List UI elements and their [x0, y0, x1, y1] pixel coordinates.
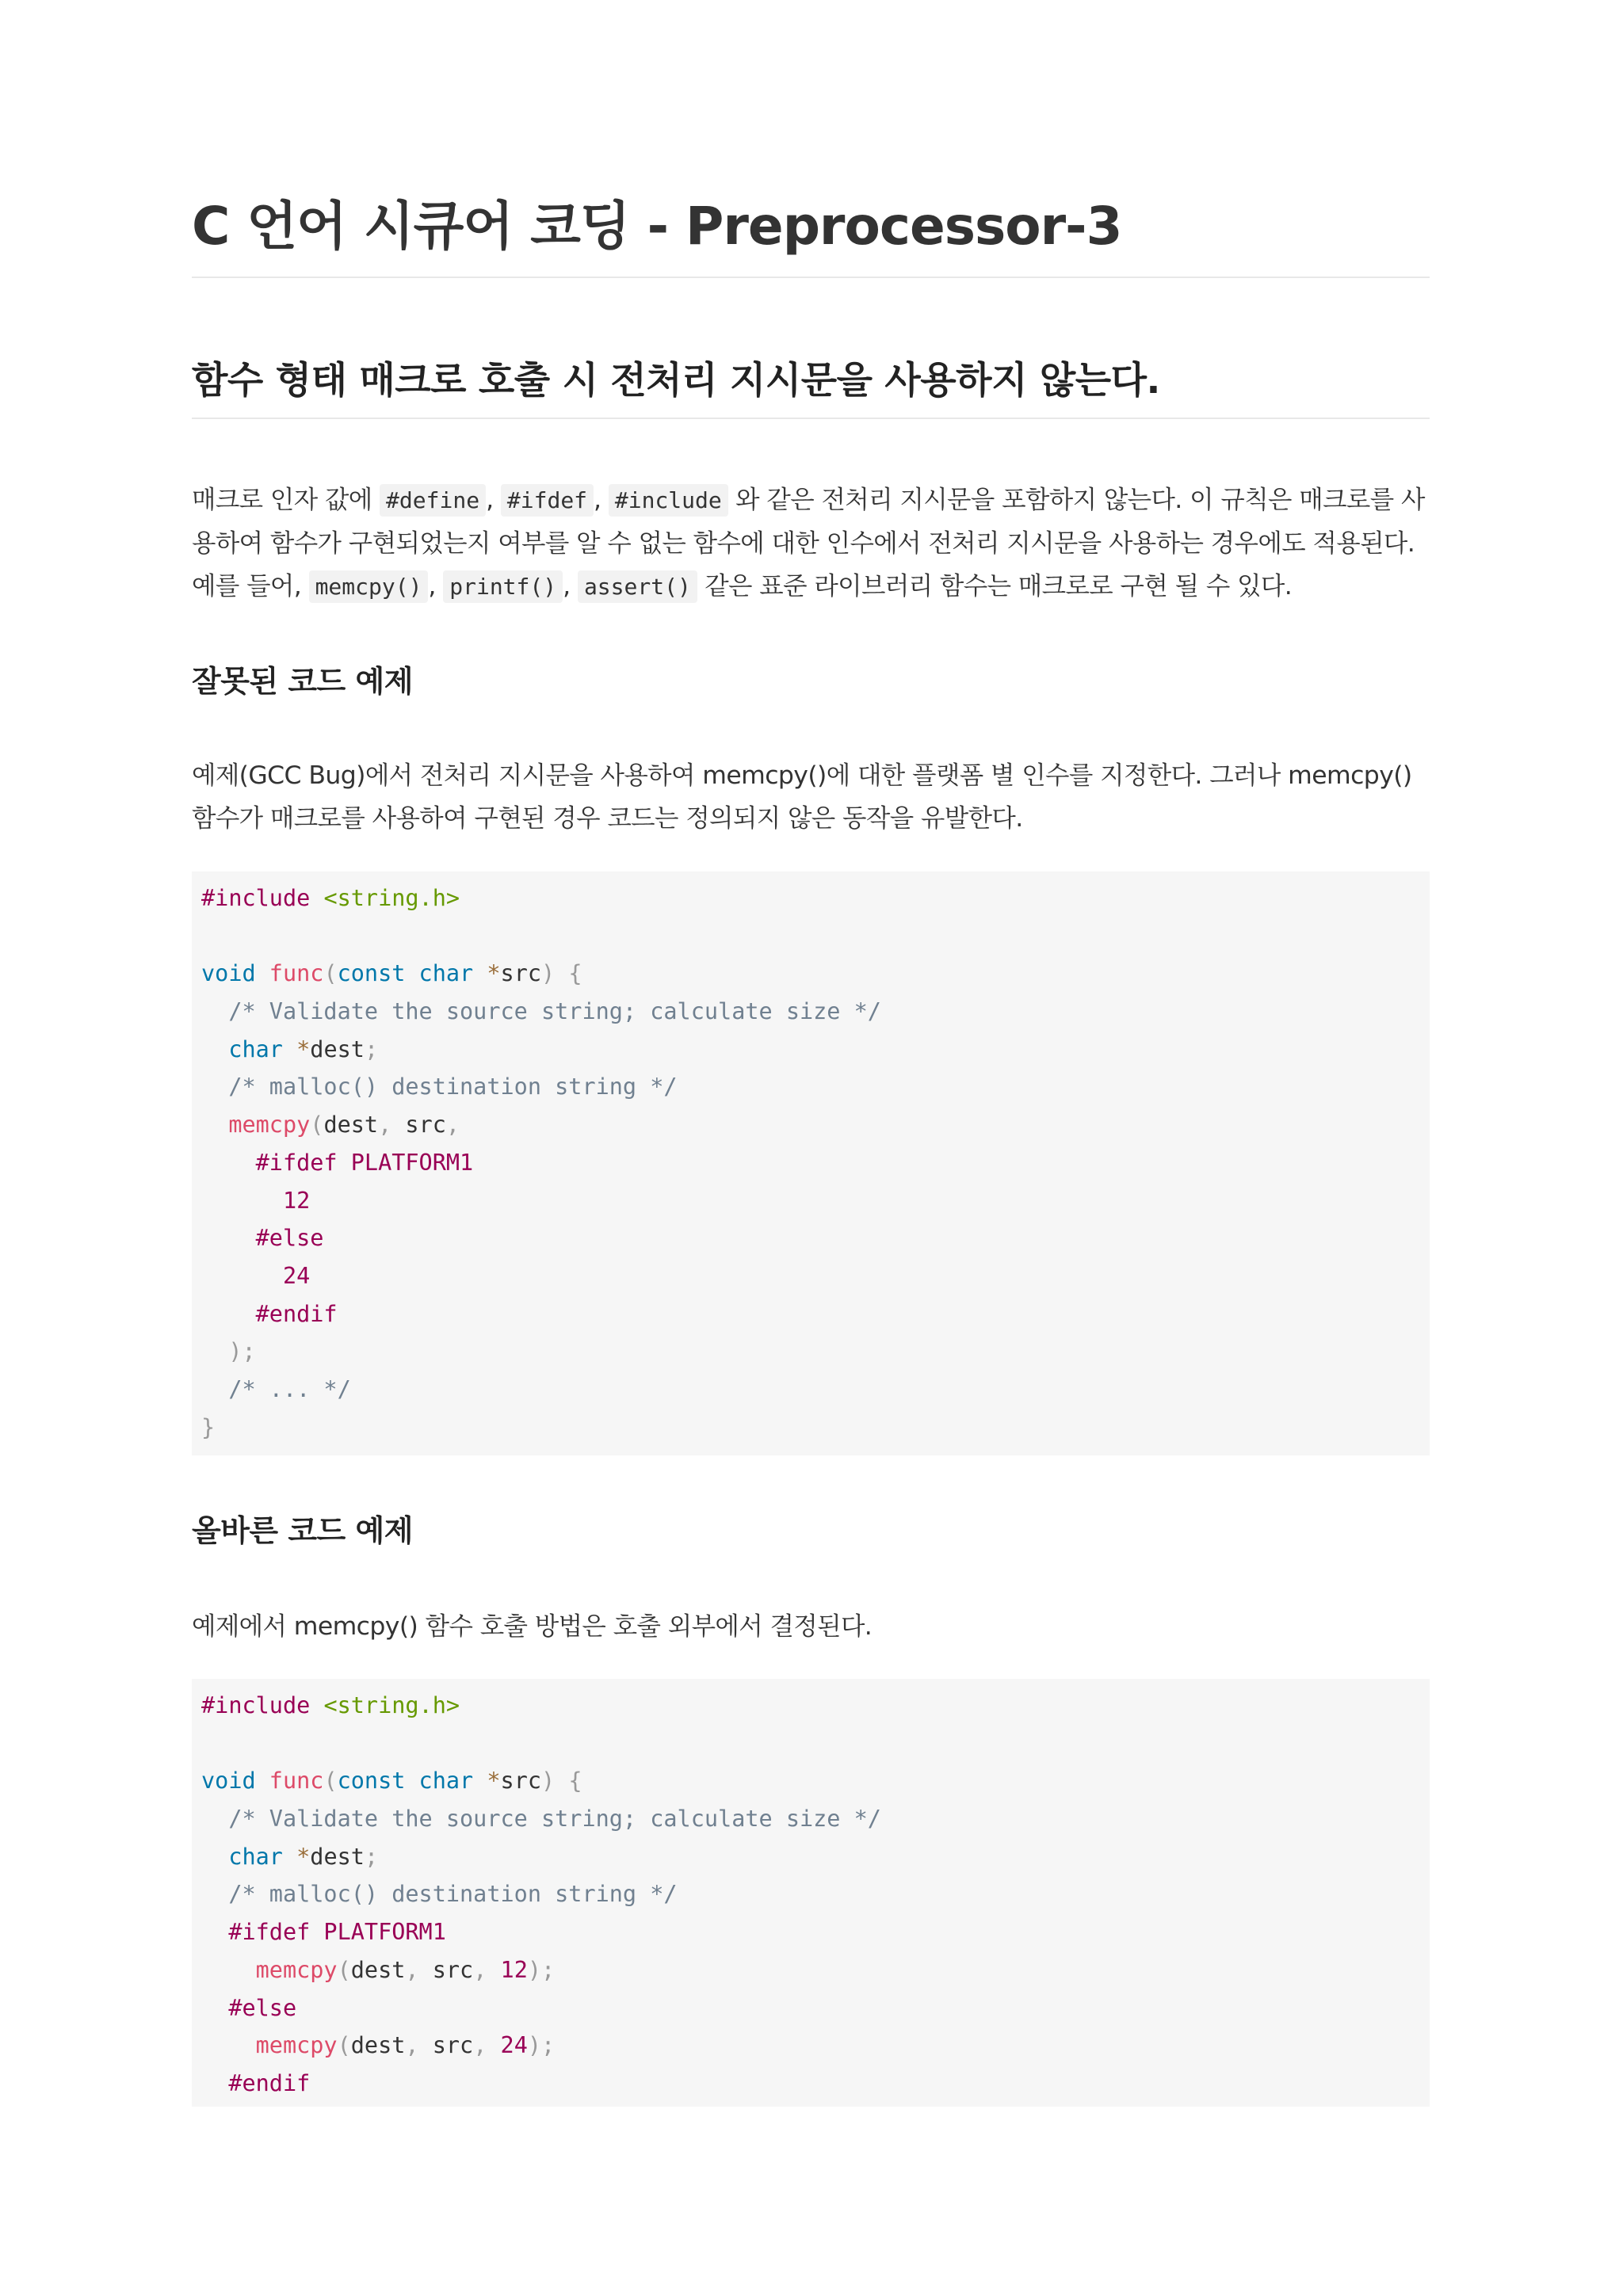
code-line: [201, 1031, 1430, 1069]
code-token: [201, 1995, 228, 2021]
code-token: memcpy: [228, 1112, 311, 1138]
code-token: *: [296, 1843, 311, 1870]
code-token: (: [337, 1956, 351, 1983]
code-token: src: [500, 1768, 542, 1794]
code-line: [201, 1687, 1430, 1725]
code-token: [201, 1919, 228, 1945]
code-token: ;: [364, 1843, 379, 1870]
code-line: [201, 1295, 1430, 1333]
code-token: src: [432, 2032, 474, 2059]
code-token: ,: [378, 1112, 406, 1138]
code-token: <string.h>: [323, 885, 460, 911]
code-token: dest: [323, 1112, 379, 1138]
code-token: func: [269, 1768, 324, 1794]
code-token: ) {: [541, 1768, 582, 1794]
code-token: 24: [282, 1262, 311, 1289]
code-token: #include: [201, 885, 324, 911]
code-token: char: [228, 1035, 297, 1062]
code-line: [201, 1762, 1430, 1800]
code-token: [201, 998, 228, 1024]
code-token: [201, 1036, 228, 1062]
intro-text-1: 매크로 인자 값에: [192, 486, 380, 514]
code-token: );: [527, 2032, 556, 2059]
code-token: <string.h>: [323, 1692, 460, 1718]
code-token: /* Validate the source string; calculate size */: [228, 1806, 881, 1833]
inline-code-include: #include: [609, 484, 728, 517]
inline-code-memcpy: memcpy(): [309, 570, 429, 603]
code-token: }: [201, 1413, 216, 1440]
code-token: ,: [405, 1956, 433, 1983]
inline-code-assert: assert(): [578, 570, 697, 603]
code-line: [201, 1725, 1430, 1763]
code-token: func: [269, 960, 324, 987]
code-token: dest: [310, 1843, 365, 1870]
code-token: [201, 1301, 256, 1327]
code-token: void: [201, 1768, 269, 1794]
code-token: [201, 1112, 228, 1138]
inline-code-printf: printf(): [443, 570, 563, 603]
code-token: /* ... */: [228, 1375, 351, 1402]
code-token: const char: [337, 960, 487, 987]
code-token: ,: [473, 2032, 501, 2059]
wrong-code-block: [192, 871, 1430, 1455]
code-token: [201, 1150, 256, 1176]
inline-code-ifdef: #ifdef: [501, 484, 594, 517]
code-token: [201, 1074, 228, 1100]
code-token: [201, 1957, 256, 1983]
inline-code-define: #define: [380, 484, 486, 517]
wrong-example-description: 예제(GCC Bug)에서 전처리 지시문을 사용하여 memcpy()에 대한 플랫폼 별 인수를 지정한다. 그러나 memcpy() 함수가 매크로를 사용하여 구현된 경우 코드는 정의되지 않은 동작을 유발한다.: [192, 761, 1412, 833]
code-line: [201, 879, 1430, 917]
code-token: ,: [445, 1112, 460, 1138]
code-token: ) {: [541, 960, 582, 987]
intro-text-2: ,: [486, 486, 501, 514]
page-title: C 언어 시큐어 코딩 - Preprocessor-3: [192, 196, 1122, 257]
code-token: 12: [500, 1956, 528, 1983]
code-token: 12: [282, 1187, 311, 1214]
code-token: *: [487, 1768, 501, 1794]
code-token: dest: [350, 1956, 406, 1983]
code-token: [201, 1806, 228, 1832]
code-token: [201, 2032, 256, 2058]
code-token: [201, 1188, 283, 1214]
code-token: (: [323, 960, 338, 987]
code-line: [201, 1068, 1430, 1106]
code-token: [201, 1225, 256, 1251]
intro-text-3: ,: [594, 486, 609, 514]
code-token: [201, 1844, 228, 1870]
section-divider: [192, 418, 1430, 419]
code-line: [201, 917, 1430, 955]
code-token: [201, 1263, 283, 1289]
code-token: 24: [500, 2032, 528, 2059]
code-token: [201, 1376, 228, 1402]
code-line: [201, 2065, 1430, 2103]
code-line: [201, 1913, 1430, 1951]
intro-text-4: 와 같은 전처리 지시문을 포함하지 않는다. 이 규칙은 매크로를 사용하여 함수가 구현되었는지 여부를 알 수 없는 함수에 대한 인수에서 전처리 지시문을 사용하는 경우에도 적용된다. 예를 들어,: [192, 486, 1425, 601]
code-token: *: [487, 960, 501, 987]
code-token: src: [500, 960, 542, 987]
code-token: #include: [201, 1692, 324, 1718]
code-line: [201, 1800, 1430, 1838]
code-line: [201, 993, 1430, 1031]
code-token: ;: [364, 1035, 379, 1062]
code-token: (: [310, 1112, 324, 1138]
code-token: void: [201, 960, 269, 987]
code-token: #endif: [255, 1300, 338, 1327]
wrong-example-heading: 잘못된 코드 예제: [192, 664, 413, 699]
code-token: #else: [228, 1994, 297, 2021]
code-line: [201, 1409, 1430, 1447]
code-token: );: [527, 1956, 556, 1983]
code-token: [201, 1338, 228, 1364]
code-token: [201, 2070, 228, 2096]
code-token: memcpy: [255, 2032, 338, 2059]
code-token: #endif: [228, 2069, 311, 2096]
code-token: char: [228, 1843, 297, 1870]
correct-example-description: 예제에서 memcpy() 함수 호출 방법은 호출 외부에서 결정된다.: [192, 1612, 873, 1641]
code-line: [201, 1106, 1430, 1144]
code-token: /* malloc() destination string */: [228, 1074, 678, 1100]
code-token: dest: [350, 2032, 406, 2059]
code-line: [201, 1333, 1430, 1371]
code-token: #ifdef PLATFORM1: [228, 1919, 446, 1946]
correct-example-heading: 올바른 코드 예제: [192, 1513, 413, 1548]
code-token: /* malloc() destination string */: [228, 1881, 678, 1908]
code-line: [201, 1257, 1430, 1295]
intro-text-7: 같은 표준 라이브러리 함수는 매크로로 구현 될 수 있다.: [697, 572, 1293, 601]
code-token: [201, 1881, 228, 1907]
code-line: [201, 1144, 1430, 1182]
title-divider: [192, 277, 1430, 278]
code-token: ,: [405, 2032, 433, 2059]
intro-text-5: ,: [428, 572, 444, 601]
code-line: [201, 955, 1430, 993]
code-token: );: [228, 1338, 256, 1365]
code-line: [201, 1838, 1430, 1876]
code-token: (: [323, 1768, 338, 1794]
code-token: dest: [310, 1035, 365, 1062]
code-line: [201, 1182, 1430, 1220]
code-line: [201, 1989, 1430, 2027]
code-token: (: [337, 2032, 351, 2059]
code-line: [201, 1875, 1430, 1913]
code-token: /* Validate the source string; calculate size */: [228, 998, 881, 1025]
code-token: memcpy: [255, 1956, 338, 1983]
intro-text-6: ,: [563, 572, 578, 601]
code-token: src: [432, 1956, 474, 1983]
code-line: [201, 2027, 1430, 2065]
code-token: const char: [337, 1768, 487, 1794]
code-line: [201, 1371, 1430, 1409]
code-token: *: [296, 1035, 311, 1062]
intro-paragraph: [192, 479, 1430, 608]
code-token: #else: [255, 1225, 324, 1252]
code-token: #ifdef PLATFORM1: [255, 1149, 474, 1176]
code-token: src: [405, 1112, 446, 1138]
section-heading: 함수 형태 매크로 호출 시 전처리 지시문을 사용하지 않는다.: [192, 359, 1160, 402]
code-line: [201, 1219, 1430, 1257]
code-token: ,: [473, 1956, 501, 1983]
code-line: [201, 1951, 1430, 1989]
correct-code-block: [192, 1679, 1430, 2107]
